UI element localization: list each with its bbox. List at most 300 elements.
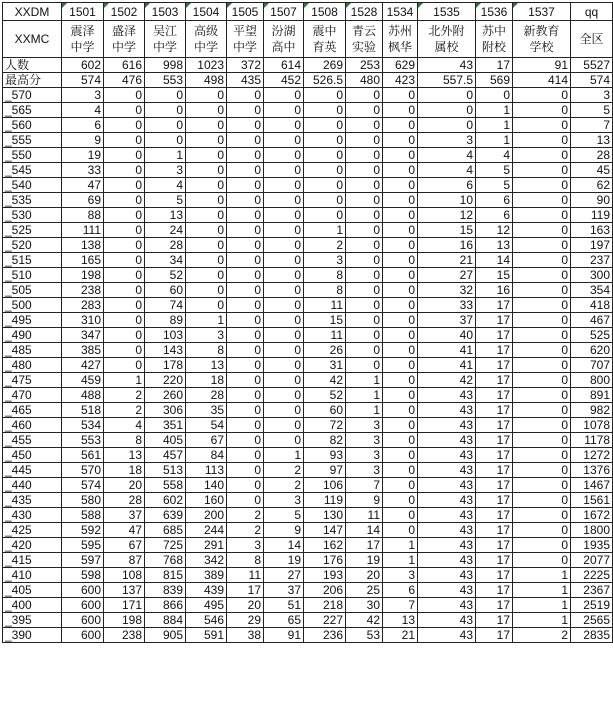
data-cell[interactable]: 162 (304, 538, 346, 553)
data-cell[interactable]: 198 (104, 613, 145, 628)
row-label-cell[interactable]: _390 (3, 628, 62, 643)
data-cell[interactable]: 163 (571, 223, 613, 238)
row-label-cell[interactable]: _485 (3, 343, 62, 358)
data-cell[interactable]: 600 (62, 613, 104, 628)
data-cell[interactable]: 43 (418, 388, 476, 403)
header-cell-name[interactable]: 苏中 附校 (476, 21, 513, 58)
data-cell[interactable]: 0 (264, 298, 304, 313)
row-label-cell[interactable]: _495 (3, 313, 62, 328)
data-cell[interactable]: 91 (264, 628, 304, 643)
data-cell[interactable]: 0 (227, 418, 264, 433)
data-cell[interactable]: 495 (186, 598, 227, 613)
data-cell[interactable]: 0 (383, 493, 418, 508)
data-cell[interactable]: 0 (383, 523, 418, 538)
data-cell[interactable]: 592 (62, 523, 104, 538)
data-cell[interactable]: 0 (104, 223, 145, 238)
corner-cell-name[interactable]: XXMC (3, 21, 62, 58)
data-cell[interactable]: 2 (264, 463, 304, 478)
data-cell[interactable]: 588 (62, 508, 104, 523)
data-cell[interactable]: 1 (476, 118, 513, 133)
data-cell[interactable]: 342 (186, 553, 227, 568)
data-cell[interactable]: 0 (145, 103, 186, 118)
data-cell[interactable]: 0 (264, 163, 304, 178)
data-cell[interactable]: 17 (476, 613, 513, 628)
data-cell[interactable]: 439 (186, 583, 227, 598)
data-cell[interactable]: 30 (346, 598, 383, 613)
data-cell[interactable]: 467 (571, 313, 613, 328)
data-cell[interactable]: 47 (104, 523, 145, 538)
data-cell[interactable]: 866 (145, 598, 186, 613)
data-cell[interactable]: 1672 (571, 508, 613, 523)
data-cell[interactable]: 40 (418, 328, 476, 343)
data-cell[interactable]: 598 (62, 568, 104, 583)
data-cell[interactable]: 0 (186, 103, 227, 118)
data-cell[interactable]: 0 (383, 388, 418, 403)
data-cell[interactable]: 37 (418, 313, 476, 328)
data-cell[interactable]: 0 (186, 88, 227, 103)
data-cell[interactable]: 17 (476, 523, 513, 538)
data-cell[interactable]: 0 (264, 268, 304, 283)
data-cell[interactable]: 0 (264, 388, 304, 403)
data-cell[interactable]: 17 (476, 463, 513, 478)
data-cell[interactable]: 17 (476, 388, 513, 403)
data-cell[interactable]: 685 (145, 523, 186, 538)
data-cell[interactable]: 42 (304, 373, 346, 388)
data-cell[interactable]: 0 (304, 103, 346, 118)
row-label-cell[interactable]: _550 (3, 148, 62, 163)
data-cell[interactable]: 553 (62, 433, 104, 448)
data-cell[interactable]: 28 (145, 238, 186, 253)
data-cell[interactable]: 17 (476, 493, 513, 508)
data-cell[interactable]: 45 (571, 163, 613, 178)
data-cell[interactable]: 0 (346, 328, 383, 343)
data-cell[interactable]: 130 (304, 508, 346, 523)
data-cell[interactable]: 1 (476, 133, 513, 148)
data-cell[interactable]: 0 (227, 88, 264, 103)
data-cell[interactable]: 0 (513, 508, 571, 523)
header-cell-code[interactable]: 1501 (62, 3, 104, 21)
data-cell[interactable]: 0 (264, 373, 304, 388)
data-cell[interactable]: 602 (62, 58, 104, 73)
data-cell[interactable]: 7 (571, 118, 613, 133)
data-cell[interactable]: 0 (513, 193, 571, 208)
data-cell[interactable]: 597 (62, 553, 104, 568)
data-cell[interactable]: 452 (264, 73, 304, 88)
data-cell[interactable]: 488 (62, 388, 104, 403)
data-cell[interactable]: 0 (227, 298, 264, 313)
data-cell[interactable]: 19 (264, 553, 304, 568)
data-cell[interactable]: 600 (62, 583, 104, 598)
header-cell-code[interactable]: 1535 (418, 3, 476, 21)
header-cell-name[interactable]: 平望 中学 (227, 21, 264, 58)
data-cell[interactable]: 43 (418, 463, 476, 478)
data-cell[interactable]: 28 (571, 148, 613, 163)
row-label-cell[interactable]: _505 (3, 283, 62, 298)
data-cell[interactable]: 8 (304, 268, 346, 283)
data-cell[interactable]: 0 (383, 133, 418, 148)
data-cell[interactable]: 0 (513, 268, 571, 283)
header-cell-name[interactable]: 震泽 中学 (62, 21, 104, 58)
data-cell[interactable]: 17 (476, 628, 513, 643)
data-cell[interactable]: 62 (571, 178, 613, 193)
data-cell[interactable]: 498 (186, 73, 227, 88)
data-cell[interactable]: 111 (62, 223, 104, 238)
data-cell[interactable]: 197 (571, 238, 613, 253)
data-cell[interactable]: 17 (476, 538, 513, 553)
data-cell[interactable]: 0 (418, 118, 476, 133)
header-cell-code[interactable]: 1504 (186, 3, 227, 21)
data-cell[interactable]: 0 (145, 133, 186, 148)
data-cell[interactable]: 17 (346, 538, 383, 553)
data-cell[interactable]: 14 (264, 538, 304, 553)
data-cell[interactable]: 0 (346, 343, 383, 358)
header-cell-name[interactable]: 北外附 属校 (418, 21, 476, 58)
data-cell[interactable]: 639 (145, 508, 186, 523)
data-cell[interactable]: 725 (145, 538, 186, 553)
data-cell[interactable]: 17 (476, 343, 513, 358)
data-cell[interactable]: 27 (264, 568, 304, 583)
data-cell[interactable]: 0 (104, 268, 145, 283)
data-cell[interactable]: 51 (264, 598, 304, 613)
data-cell[interactable]: 3 (383, 568, 418, 583)
data-cell[interactable]: 0 (346, 268, 383, 283)
data-cell[interactable]: 0 (227, 403, 264, 418)
data-cell[interactable]: 97 (304, 463, 346, 478)
data-cell[interactable]: 0 (346, 88, 383, 103)
data-cell[interactable]: 0 (227, 238, 264, 253)
data-cell[interactable]: 269 (304, 58, 346, 73)
row-label-cell[interactable]: _510 (3, 268, 62, 283)
header-cell-name[interactable]: 新教育 学校 (513, 21, 571, 58)
row-label-cell[interactable]: _570 (3, 88, 62, 103)
data-cell[interactable]: 707 (571, 358, 613, 373)
data-cell[interactable]: 0 (264, 283, 304, 298)
data-cell[interactable]: 14 (346, 523, 383, 538)
data-cell[interactable]: 0 (513, 553, 571, 568)
data-cell[interactable]: 0 (264, 253, 304, 268)
data-cell[interactable]: 6 (418, 178, 476, 193)
data-cell[interactable]: 0 (346, 133, 383, 148)
data-cell[interactable]: 0 (104, 313, 145, 328)
data-cell[interactable]: 0 (227, 133, 264, 148)
data-cell[interactable]: 13 (186, 358, 227, 373)
header-cell-code[interactable]: 1508 (304, 3, 346, 21)
data-cell[interactable]: 119 (304, 493, 346, 508)
data-cell[interactable]: 34 (145, 253, 186, 268)
data-cell[interactable]: 3 (346, 418, 383, 433)
data-cell[interactable]: 28 (186, 388, 227, 403)
data-cell[interactable]: 0 (513, 373, 571, 388)
row-label-cell[interactable]: _440 (3, 478, 62, 493)
data-cell[interactable]: 0 (104, 148, 145, 163)
data-cell[interactable]: 0 (513, 493, 571, 508)
data-cell[interactable]: 28 (104, 493, 145, 508)
data-cell[interactable]: 16 (476, 283, 513, 298)
data-cell[interactable]: 67 (104, 538, 145, 553)
data-cell[interactable]: 0 (383, 433, 418, 448)
data-cell[interactable]: 43 (418, 418, 476, 433)
data-cell[interactable]: 52 (145, 268, 186, 283)
data-cell[interactable]: 2 (104, 403, 145, 418)
row-label-cell[interactable]: _475 (3, 373, 62, 388)
data-cell[interactable]: 8 (186, 343, 227, 358)
data-cell[interactable]: 0 (383, 223, 418, 238)
data-cell[interactable]: 291 (186, 538, 227, 553)
data-cell[interactable]: 2 (227, 523, 264, 538)
row-label-cell[interactable]: _515 (3, 253, 62, 268)
data-cell[interactable]: 0 (513, 388, 571, 403)
data-cell[interactable]: 41 (418, 358, 476, 373)
data-cell[interactable]: 457 (145, 448, 186, 463)
data-cell[interactable]: 602 (145, 493, 186, 508)
data-cell[interactable]: 418 (571, 298, 613, 313)
data-cell[interactable]: 1935 (571, 538, 613, 553)
corner-cell-code[interactable]: XXDM (3, 3, 62, 21)
data-cell[interactable]: 0 (383, 463, 418, 478)
data-cell[interactable]: 11 (304, 298, 346, 313)
data-cell[interactable]: 42 (418, 373, 476, 388)
data-cell[interactable]: 405 (145, 433, 186, 448)
data-cell[interactable]: 0 (383, 328, 418, 343)
data-cell[interactable]: 8 (104, 433, 145, 448)
header-cell-name[interactable]: 全区 (571, 21, 613, 58)
data-cell[interactable]: 42 (346, 613, 383, 628)
data-cell[interactable]: 119 (571, 208, 613, 223)
data-cell[interactable]: 1 (476, 103, 513, 118)
data-cell[interactable]: 147 (304, 523, 346, 538)
data-cell[interactable]: 0 (383, 208, 418, 223)
data-cell[interactable]: 0 (383, 178, 418, 193)
data-cell[interactable]: 43 (418, 493, 476, 508)
data-cell[interactable]: 43 (418, 583, 476, 598)
data-cell[interactable]: 0 (513, 118, 571, 133)
data-cell[interactable]: 5 (476, 163, 513, 178)
data-cell[interactable]: 0 (227, 193, 264, 208)
data-cell[interactable]: 0 (513, 133, 571, 148)
data-cell[interactable]: 200 (186, 508, 227, 523)
header-cell-code[interactable]: 1537 (513, 3, 571, 21)
data-cell[interactable]: 0 (513, 88, 571, 103)
data-cell[interactable]: 7 (383, 598, 418, 613)
data-cell[interactable]: 160 (186, 493, 227, 508)
data-cell[interactable]: 0 (304, 88, 346, 103)
data-cell[interactable]: 0 (227, 388, 264, 403)
data-cell[interactable]: 1 (513, 583, 571, 598)
data-cell[interactable]: 0 (513, 523, 571, 538)
data-cell[interactable]: 0 (104, 118, 145, 133)
row-label-cell[interactable]: _560 (3, 118, 62, 133)
data-cell[interactable]: 2565 (571, 613, 613, 628)
data-cell[interactable]: 6 (383, 583, 418, 598)
row-label-cell[interactable]: _410 (3, 568, 62, 583)
data-cell[interactable]: 43 (418, 58, 476, 73)
data-cell[interactable]: 0 (513, 313, 571, 328)
data-cell[interactable]: 15 (476, 268, 513, 283)
row-label-cell[interactable]: _460 (3, 418, 62, 433)
data-cell[interactable]: 0 (104, 358, 145, 373)
row-label-cell[interactable]: _465 (3, 403, 62, 418)
data-cell[interactable]: 0 (346, 103, 383, 118)
data-cell[interactable]: 0 (186, 178, 227, 193)
data-cell[interactable]: 1272 (571, 448, 613, 463)
row-label-cell[interactable]: _530 (3, 208, 62, 223)
data-cell[interactable]: 13 (571, 133, 613, 148)
data-cell[interactable]: 17 (476, 403, 513, 418)
data-cell[interactable]: 176 (304, 553, 346, 568)
data-cell[interactable]: 17 (476, 358, 513, 373)
data-cell[interactable]: 17 (476, 583, 513, 598)
data-cell[interactable]: 0 (186, 283, 227, 298)
data-cell[interactable]: 69 (62, 193, 104, 208)
data-cell[interactable]: 103 (145, 328, 186, 343)
data-cell[interactable]: 0 (346, 313, 383, 328)
data-cell[interactable]: 553 (145, 73, 186, 88)
data-cell[interactable]: 3 (346, 448, 383, 463)
data-cell[interactable]: 1 (304, 223, 346, 238)
data-cell[interactable]: 580 (62, 493, 104, 508)
header-cell-code[interactable]: 1502 (104, 3, 145, 21)
row-label-cell[interactable]: _405 (3, 583, 62, 598)
data-cell[interactable]: 0 (513, 448, 571, 463)
data-cell[interactable]: 546 (186, 613, 227, 628)
data-cell[interactable]: 72 (304, 418, 346, 433)
data-cell[interactable]: 595 (62, 538, 104, 553)
data-cell[interactable]: 0 (186, 238, 227, 253)
data-cell[interactable]: 24 (145, 223, 186, 238)
data-cell[interactable]: 0 (227, 343, 264, 358)
row-label-cell[interactable]: _430 (3, 508, 62, 523)
data-cell[interactable]: 17 (227, 583, 264, 598)
data-cell[interactable]: 17 (476, 553, 513, 568)
data-cell[interactable]: 4 (418, 148, 476, 163)
data-cell[interactable]: 227 (304, 613, 346, 628)
data-cell[interactable]: 0 (383, 118, 418, 133)
data-cell[interactable]: 0 (186, 268, 227, 283)
data-cell[interactable]: 1 (346, 373, 383, 388)
data-cell[interactable]: 82 (304, 433, 346, 448)
row-label-cell[interactable]: _435 (3, 493, 62, 508)
data-cell[interactable]: 476 (104, 73, 145, 88)
data-cell[interactable]: 26 (304, 343, 346, 358)
data-cell[interactable]: 0 (264, 88, 304, 103)
data-cell[interactable]: 43 (418, 628, 476, 643)
data-cell[interactable]: 1 (145, 148, 186, 163)
data-cell[interactable]: 1561 (571, 493, 613, 508)
data-cell[interactable]: 0 (383, 163, 418, 178)
data-cell[interactable]: 0 (264, 133, 304, 148)
data-cell[interactable]: 0 (513, 253, 571, 268)
data-cell[interactable]: 0 (227, 478, 264, 493)
data-cell[interactable]: 2519 (571, 598, 613, 613)
data-cell[interactable]: 3 (264, 493, 304, 508)
data-cell[interactable]: 1467 (571, 478, 613, 493)
header-cell-name[interactable]: 震中 育英 (304, 21, 346, 58)
data-cell[interactable]: 31 (304, 358, 346, 373)
data-cell[interactable]: 557.5 (418, 73, 476, 88)
data-cell[interactable]: 67 (186, 433, 227, 448)
row-label-cell[interactable]: _500 (3, 298, 62, 313)
data-cell[interactable]: 6 (476, 193, 513, 208)
data-cell[interactable]: 0 (513, 298, 571, 313)
data-cell[interactable]: 33 (62, 163, 104, 178)
data-cell[interactable]: 0 (104, 88, 145, 103)
data-cell[interactable]: 0 (383, 193, 418, 208)
data-cell[interactable]: 5 (145, 193, 186, 208)
data-cell[interactable]: 300 (571, 268, 613, 283)
data-cell[interactable]: 1800 (571, 523, 613, 538)
data-cell[interactable]: 0 (186, 118, 227, 133)
data-cell[interactable]: 43 (418, 568, 476, 583)
data-cell[interactable]: 43 (418, 478, 476, 493)
row-label-cell[interactable]: _415 (3, 553, 62, 568)
data-cell[interactable]: 0 (513, 418, 571, 433)
data-cell[interactable]: 0 (383, 298, 418, 313)
data-cell[interactable]: 0 (346, 253, 383, 268)
data-cell[interactable]: 13 (476, 238, 513, 253)
data-cell[interactable]: 0 (227, 433, 264, 448)
data-cell[interactable]: 12 (476, 223, 513, 238)
data-cell[interactable]: 0 (346, 178, 383, 193)
data-cell[interactable]: 3 (346, 463, 383, 478)
data-cell[interactable]: 0 (346, 118, 383, 133)
data-cell[interactable]: 18 (186, 373, 227, 388)
data-cell[interactable]: 574 (571, 73, 613, 88)
data-cell[interactable]: 17 (476, 58, 513, 73)
data-cell[interactable]: 0 (227, 268, 264, 283)
data-cell[interactable]: 616 (104, 58, 145, 73)
data-cell[interactable]: 21 (418, 253, 476, 268)
data-cell[interactable]: 0 (227, 358, 264, 373)
data-cell[interactable]: 0 (513, 163, 571, 178)
data-cell[interactable]: 385 (62, 343, 104, 358)
data-cell[interactable]: 0 (186, 133, 227, 148)
header-cell-code[interactable]: 1528 (346, 3, 383, 21)
data-cell[interactable]: 0 (346, 223, 383, 238)
header-cell-name[interactable]: 青云 实验 (346, 21, 383, 58)
data-cell[interactable]: 33 (418, 298, 476, 313)
data-cell[interactable]: 0 (186, 298, 227, 313)
header-cell-name[interactable]: 苏州 枫华 (383, 21, 418, 58)
data-cell[interactable]: 91 (513, 58, 571, 73)
data-cell[interactable]: 0 (513, 283, 571, 298)
data-cell[interactable]: 17 (476, 568, 513, 583)
data-cell[interactable]: 600 (62, 598, 104, 613)
header-cell-name[interactable]: 盛泽 中学 (104, 21, 145, 58)
data-cell[interactable]: 0 (227, 283, 264, 298)
data-cell[interactable]: 0 (513, 148, 571, 163)
data-cell[interactable]: 884 (145, 613, 186, 628)
data-cell[interactable]: 0 (383, 238, 418, 253)
data-cell[interactable]: 0 (383, 358, 418, 373)
data-cell[interactable]: 1376 (571, 463, 613, 478)
data-cell[interactable]: 17 (476, 478, 513, 493)
data-cell[interactable]: 2 (264, 478, 304, 493)
data-cell[interactable]: 32 (418, 283, 476, 298)
data-cell[interactable]: 7 (346, 478, 383, 493)
data-cell[interactable]: 569 (476, 73, 513, 88)
data-cell[interactable]: 427 (62, 358, 104, 373)
data-cell[interactable]: 19 (346, 553, 383, 568)
data-cell[interactable]: 0 (513, 358, 571, 373)
data-cell[interactable]: 4 (418, 163, 476, 178)
data-cell[interactable]: 43 (418, 448, 476, 463)
data-cell[interactable]: 1023 (186, 58, 227, 73)
data-cell[interactable]: 17 (476, 418, 513, 433)
data-cell[interactable]: 768 (145, 553, 186, 568)
data-cell[interactable]: 0 (264, 238, 304, 253)
data-cell[interactable]: 13 (104, 448, 145, 463)
data-cell[interactable]: 351 (145, 418, 186, 433)
